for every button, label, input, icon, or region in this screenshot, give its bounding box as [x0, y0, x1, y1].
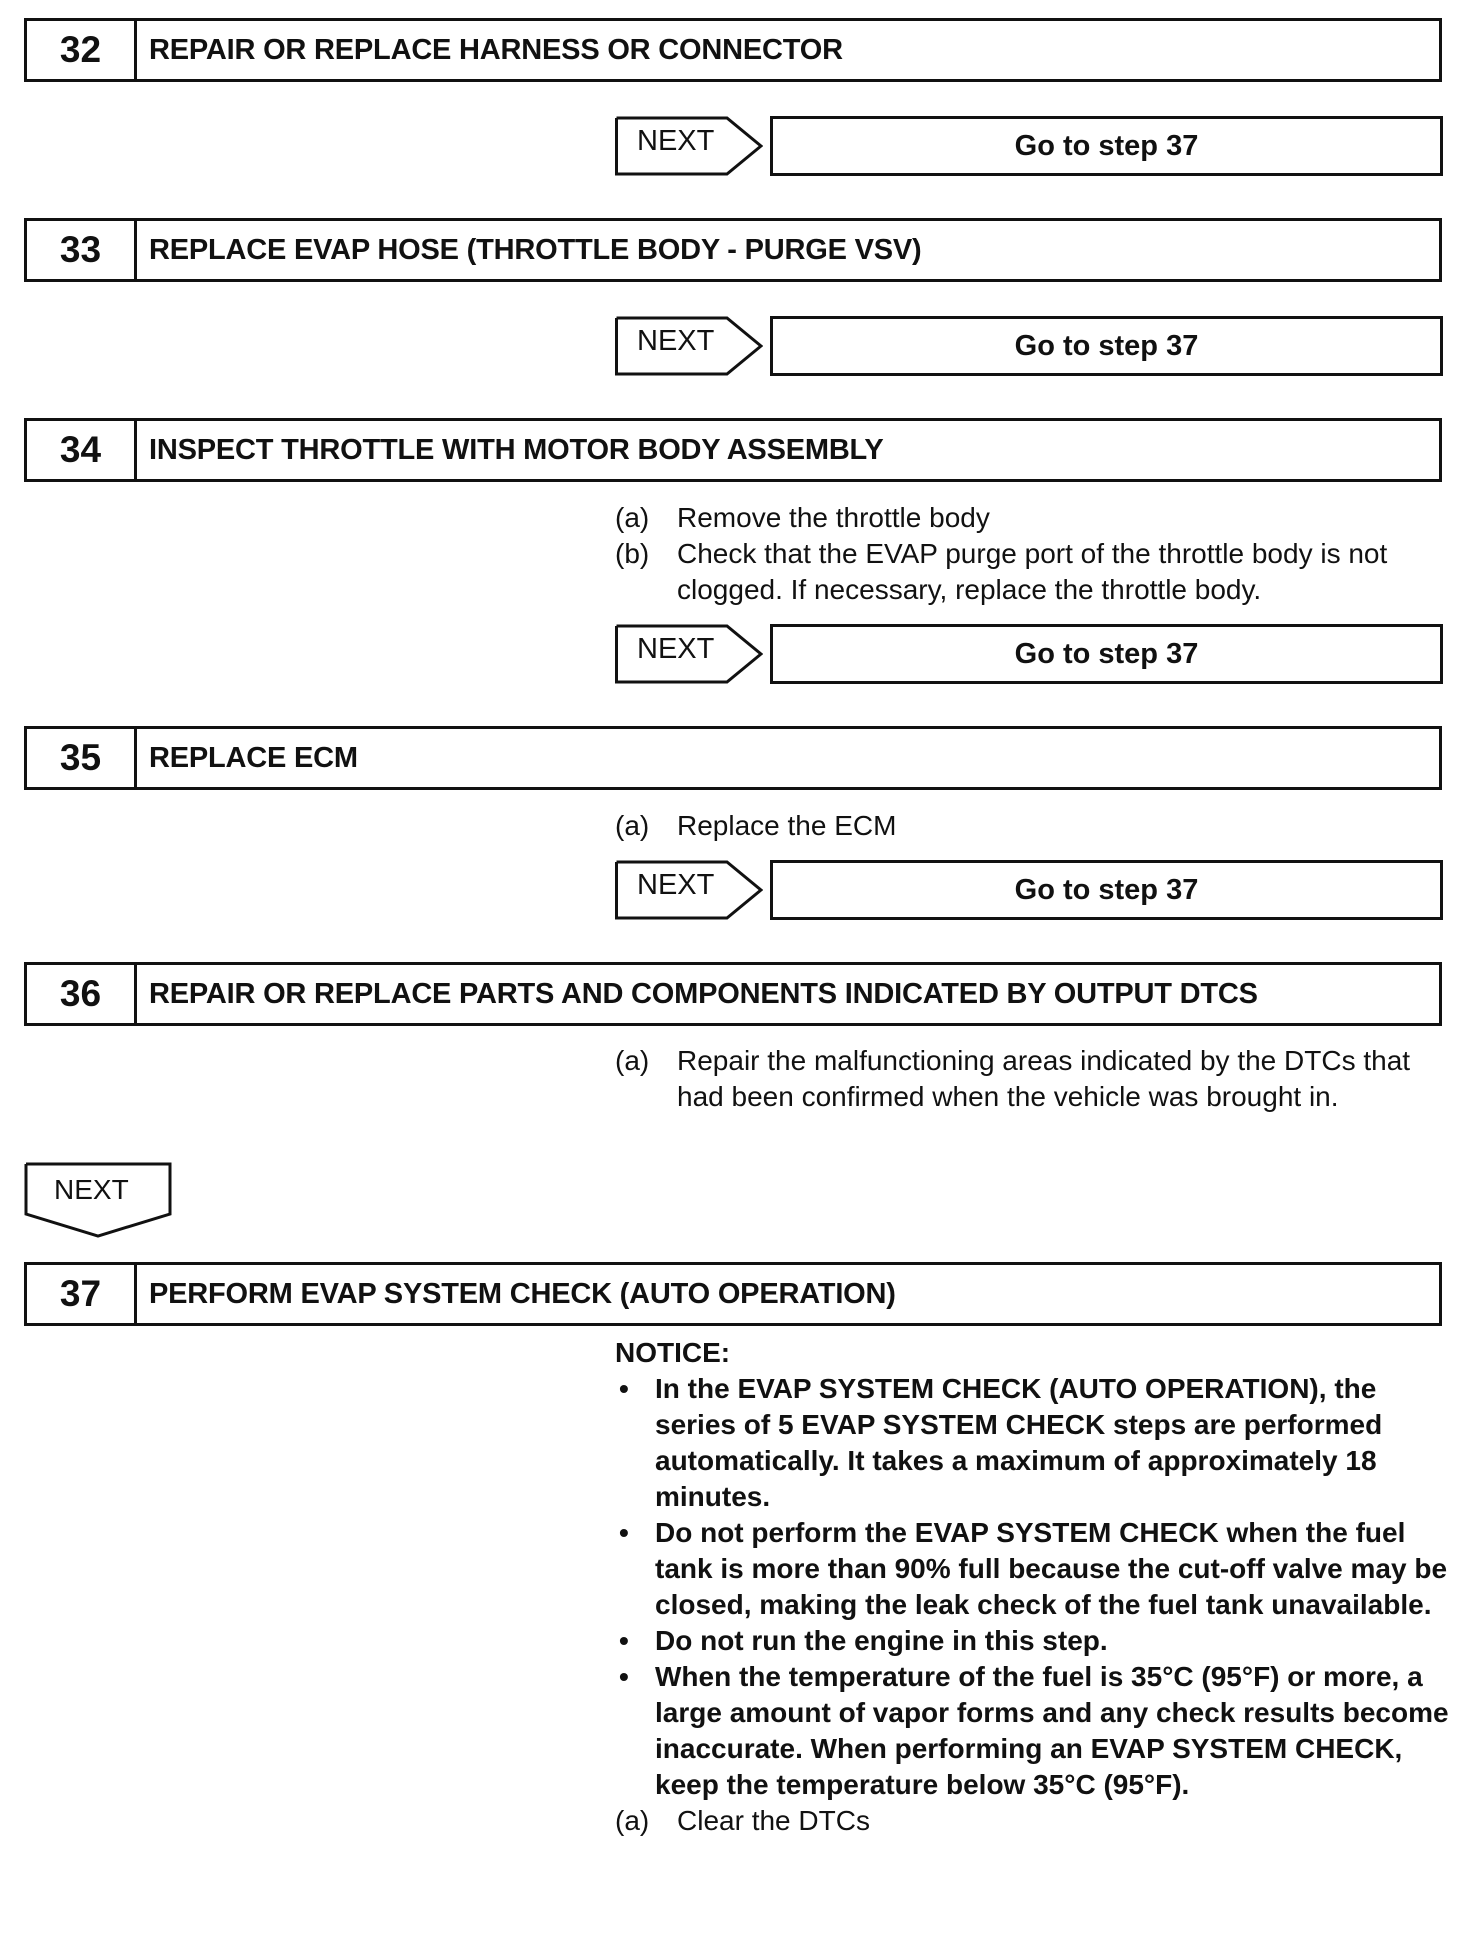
- goto-step-37-box: Go to step 37: [770, 624, 1443, 684]
- instruction-item: [615, 808, 1445, 844]
- step-number: 37: [27, 1265, 137, 1323]
- next-label: NEXT: [637, 125, 715, 157]
- step-title: PERFORM EVAP SYSTEM CHECK (AUTO OPERATION): [149, 1277, 896, 1310]
- step-number: 34: [27, 421, 137, 479]
- notice-bullet-text: When the temperature of the fuel is 35°C (95°F) or more, a large amount of vapor forms and any check results become inaccurate. When performing an EVAP SYSTEM CHECK, keep the temperature below 35°C (95°F).: [655, 1661, 1449, 1800]
- bullet-symbol: •: [619, 1373, 629, 1404]
- instruction-text: Remove the throttle body: [677, 502, 990, 533]
- step-number: 36: [27, 965, 137, 1023]
- notice-block: [615, 1335, 1450, 1839]
- instruction-label: (b): [615, 538, 650, 569]
- notice-bullet: [615, 1515, 1450, 1623]
- bullet-symbol: •: [619, 1625, 629, 1656]
- next-label: NEXT: [637, 633, 715, 665]
- step-33-header: [24, 218, 1442, 282]
- notice-bullet: [615, 1623, 1450, 1659]
- instruction-label: (a): [615, 1805, 650, 1836]
- instruction-label: (a): [615, 502, 650, 533]
- instruction-item: [615, 536, 1445, 608]
- next-row-33: [615, 316, 1443, 376]
- notice-bullet: [615, 1371, 1450, 1515]
- next-down-arrow-tag: [24, 1162, 172, 1238]
- next-label: NEXT: [637, 869, 715, 901]
- step-title: REPLACE ECM: [149, 741, 358, 774]
- next-arrow-tag: [615, 624, 763, 682]
- step-title: REPLACE EVAP HOSE (THROTTLE BODY - PURGE VSV): [149, 233, 922, 266]
- next-row-34: [615, 624, 1443, 684]
- next-row-35: [615, 860, 1443, 920]
- goto-step-37-box: Go to step 37: [770, 316, 1443, 376]
- goto-step-37-box: Go to step 37: [770, 116, 1443, 176]
- step-35-header: [24, 726, 1442, 790]
- step-34-instructions: [615, 500, 1445, 608]
- step-34-header: [24, 418, 1442, 482]
- next-arrow-tag: [615, 316, 763, 374]
- instruction-text: Check that the EVAP purge port of the throttle body is not clogged. If necessary, replace the throttle body.: [677, 538, 1388, 605]
- next-arrow-tag: [615, 116, 763, 174]
- notice-heading: NOTICE:: [615, 1337, 731, 1368]
- notice-bullet-text: In the EVAP SYSTEM CHECK (AUTO OPERATION), the series of 5 EVAP SYSTEM CHECK steps are performed automatically. It takes a maximum of approximately 18 minutes.: [655, 1373, 1383, 1512]
- instruction-text: Repair the malfunctioning areas indicated by the DTCs that had been confirmed when the vehicle was brought in.: [677, 1045, 1411, 1112]
- step-number: 33: [27, 221, 137, 279]
- next-row-32: [615, 116, 1443, 176]
- step-title: REPAIR OR REPLACE PARTS AND COMPONENTS INDICATED BY OUTPUT DTCS: [149, 977, 1258, 1010]
- step-36-instructions: [615, 1043, 1445, 1115]
- step-title: REPAIR OR REPLACE HARNESS OR CONNECTOR: [149, 33, 843, 66]
- next-arrow-tag: [615, 860, 763, 918]
- notice-bullet-text: Do not run the engine in this step.: [655, 1625, 1108, 1656]
- instruction-text: Clear the DTCs: [677, 1805, 870, 1836]
- step-title: INSPECT THROTTLE WITH MOTOR BODY ASSEMBLY: [149, 433, 884, 466]
- instruction-label: (a): [615, 810, 650, 841]
- instruction-text: Replace the ECM: [677, 810, 897, 841]
- instruction-item: [615, 1803, 1450, 1839]
- notice-bullet-text: Do not perform the EVAP SYSTEM CHECK when the fuel tank is more than 90% full because the cut-off valve may be closed, making the leak check of the fuel tank unavailable.: [655, 1517, 1448, 1620]
- step-36-header: [24, 962, 1442, 1026]
- instruction-item: [615, 1043, 1445, 1115]
- step-32-header: [24, 18, 1442, 82]
- bullet-symbol: •: [619, 1517, 629, 1548]
- notice-bullet: [615, 1659, 1450, 1803]
- bullet-symbol: •: [619, 1661, 629, 1692]
- next-label: NEXT: [637, 325, 715, 357]
- step-number: 35: [27, 729, 137, 787]
- instruction-label: (a): [615, 1045, 650, 1076]
- next-label: NEXT: [54, 1174, 129, 1205]
- step-number: 32: [27, 21, 137, 79]
- step-37-header: [24, 1262, 1442, 1326]
- instruction-item: [615, 500, 1445, 536]
- goto-step-37-box: Go to step 37: [770, 860, 1443, 920]
- step-35-instructions: [615, 808, 1445, 844]
